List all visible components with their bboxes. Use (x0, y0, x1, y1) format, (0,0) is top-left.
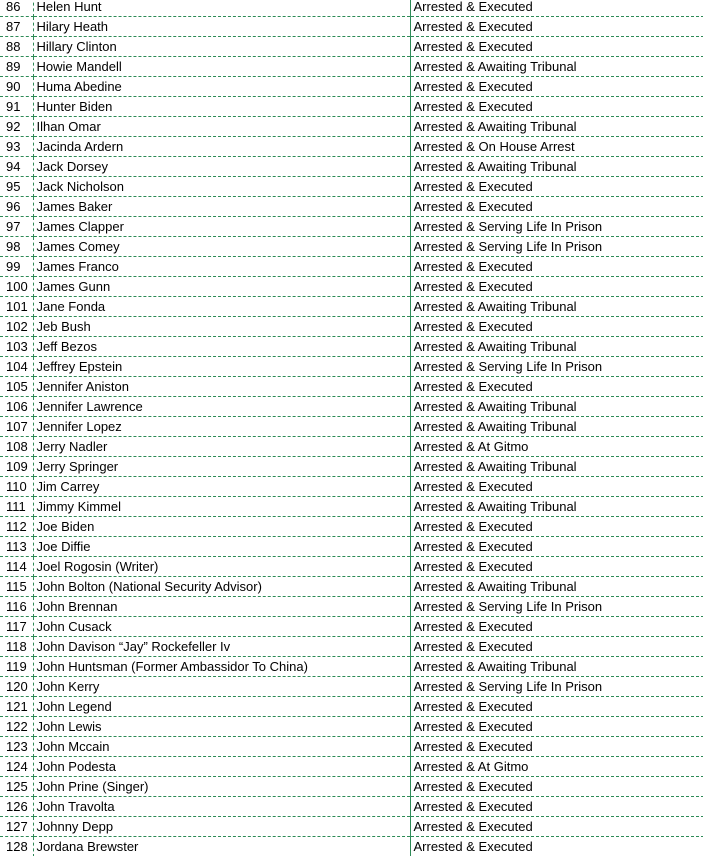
row-number-cell[interactable]: 124 (0, 757, 33, 777)
status-cell[interactable]: Arrested & Serving Life In Prison (410, 217, 703, 237)
status-cell[interactable]: Arrested & Awaiting Tribunal (410, 497, 703, 517)
name-cell[interactable]: James Clapper (33, 217, 410, 237)
name-cell[interactable]: Hunter Biden (33, 97, 410, 117)
status-cell[interactable]: Arrested & Executed (410, 17, 703, 37)
name-cell[interactable]: John Podesta (33, 757, 410, 777)
name-cell[interactable]: John Bolton (National Security Advisor) (33, 577, 410, 597)
name-cell[interactable]: John Cusack (33, 617, 410, 637)
name-cell[interactable]: Jeb Bush (33, 317, 410, 337)
row-number-cell[interactable]: 102 (0, 317, 33, 337)
row-number-cell[interactable]: 92 (0, 117, 33, 137)
name-cell[interactable]: Hilary Heath (33, 17, 410, 37)
name-cell[interactable]: John Huntsman (Former Ambassidor To China) (33, 657, 410, 677)
table-row (0, 77, 703, 97)
name-cell[interactable]: John Mccain (33, 737, 410, 757)
table-row (0, 817, 703, 837)
status-cell[interactable]: Arrested & Executed (410, 277, 703, 297)
status-cell[interactable]: Arrested & Executed (410, 197, 703, 217)
table-row (0, 237, 703, 257)
status-cell[interactable]: Arrested & Serving Life In Prison (410, 597, 703, 617)
status-cell[interactable]: Arrested & Awaiting Tribunal (410, 337, 703, 357)
table-row (0, 477, 703, 497)
name-cell[interactable]: Joe Diffie (33, 537, 410, 557)
name-cell[interactable]: Hillary Clinton (33, 37, 410, 57)
row-number-cell[interactable]: 110 (0, 477, 33, 497)
table-row (0, 377, 703, 397)
row-number-cell[interactable]: 125 (0, 777, 33, 797)
status-cell[interactable]: Arrested & Awaiting Tribunal (410, 117, 703, 137)
table-row (0, 777, 703, 797)
row-number-cell[interactable]: 98 (0, 237, 33, 257)
table-row (0, 297, 703, 317)
table-row (0, 617, 703, 637)
status-cell[interactable]: Arrested & Executed (410, 737, 703, 757)
table-row (0, 37, 703, 57)
table-row (0, 637, 703, 657)
status-cell[interactable]: Arrested & At Gitmo (410, 437, 703, 457)
status-cell[interactable]: Arrested & Executed (410, 257, 703, 277)
name-cell[interactable]: John Lewis (33, 717, 410, 737)
row-number-cell[interactable]: 113 (0, 537, 33, 557)
table-row (0, 557, 703, 577)
name-cell[interactable]: Jennifer Lopez (33, 417, 410, 437)
row-number-cell[interactable]: 115 (0, 577, 33, 597)
status-cell[interactable]: Arrested & Executed (410, 637, 703, 657)
name-cell[interactable]: Jennifer Lawrence (33, 397, 410, 417)
row-number-cell[interactable]: 100 (0, 277, 33, 297)
name-cell[interactable]: James Franco (33, 257, 410, 277)
table-row (0, 397, 703, 417)
table-row (0, 0, 703, 17)
table-row (0, 577, 703, 597)
table-row (0, 737, 703, 757)
row-number-cell[interactable]: 128 (0, 837, 33, 856)
status-cell[interactable]: Arrested & Executed (410, 317, 703, 337)
table-row (0, 437, 703, 457)
row-number-cell[interactable]: 106 (0, 397, 33, 417)
status-cell[interactable]: Arrested & Executed (410, 77, 703, 97)
status-cell[interactable]: Arrested & Executed (410, 537, 703, 557)
name-cell[interactable]: Johnny Depp (33, 817, 410, 837)
row-number-cell[interactable]: 89 (0, 57, 33, 77)
name-cell[interactable]: Ilhan Omar (33, 117, 410, 137)
name-cell[interactable]: Jacinda Ardern (33, 137, 410, 157)
name-cell[interactable]: Jimmy Kimmel (33, 497, 410, 517)
name-cell[interactable]: Jeffrey Epstein (33, 357, 410, 377)
status-cell[interactable]: Arrested & Executed (410, 477, 703, 497)
name-cell[interactable]: Joel Rogosin (Writer) (33, 557, 410, 577)
status-cell[interactable]: Arrested & Executed (410, 177, 703, 197)
status-cell[interactable]: Arrested & Awaiting Tribunal (410, 397, 703, 417)
name-cell[interactable]: Jim Carrey (33, 477, 410, 497)
name-cell[interactable]: John Kerry (33, 677, 410, 697)
row-number-cell[interactable]: 117 (0, 617, 33, 637)
table-row (0, 317, 703, 337)
table-row (0, 217, 703, 237)
table-row (0, 177, 703, 197)
row-number-cell[interactable]: 118 (0, 637, 33, 657)
table-row (0, 277, 703, 297)
row-number-cell[interactable]: 126 (0, 797, 33, 817)
status-cell[interactable]: Arrested & Executed (410, 0, 703, 17)
row-number-cell[interactable]: 93 (0, 137, 33, 157)
status-cell[interactable]: Arrested & Awaiting Tribunal (410, 457, 703, 477)
status-cell[interactable]: Arrested & Awaiting Tribunal (410, 417, 703, 437)
table-row (0, 497, 703, 517)
status-cell[interactable]: Arrested & Executed (410, 797, 703, 817)
row-number-cell[interactable]: 107 (0, 417, 33, 437)
name-cell[interactable]: Jane Fonda (33, 297, 410, 317)
row-number-cell[interactable]: 109 (0, 457, 33, 477)
row-number-cell[interactable]: 111 (0, 497, 33, 517)
table-row (0, 457, 703, 477)
status-cell[interactable]: Arrested & Awaiting Tribunal (410, 157, 703, 177)
status-cell[interactable]: Arrested & Executed (410, 97, 703, 117)
status-cell[interactable]: Arrested & Awaiting Tribunal (410, 297, 703, 317)
name-cell[interactable]: Jerry Nadler (33, 437, 410, 457)
table-row (0, 677, 703, 697)
row-number-cell[interactable]: 90 (0, 77, 33, 97)
status-cell[interactable]: Arrested & Awaiting Tribunal (410, 657, 703, 677)
name-cell[interactable]: Jeff Bezos (33, 337, 410, 357)
row-number-cell[interactable]: 116 (0, 597, 33, 617)
name-cell[interactable]: John Prine (Singer) (33, 777, 410, 797)
name-cell[interactable]: Howie Mandell (33, 57, 410, 77)
table-row (0, 137, 703, 157)
status-cell[interactable]: Arrested & Executed (410, 517, 703, 537)
row-number-cell[interactable]: 97 (0, 217, 33, 237)
status-cell[interactable]: Arrested & At Gitmo (410, 757, 703, 777)
name-cell[interactable]: Jerry Springer (33, 457, 410, 477)
name-cell[interactable]: Jack Nicholson (33, 177, 410, 197)
status-cell[interactable]: Arrested & Executed (410, 717, 703, 737)
table-row (0, 337, 703, 357)
table-row (0, 417, 703, 437)
table-row (0, 597, 703, 617)
name-cell[interactable]: Joe Biden (33, 517, 410, 537)
row-number-cell[interactable]: 99 (0, 257, 33, 277)
name-cell[interactable]: Jack Dorsey (33, 157, 410, 177)
row-number-cell[interactable]: 95 (0, 177, 33, 197)
row-number-cell[interactable]: 86 (0, 0, 33, 17)
table-row (0, 717, 703, 737)
status-cell[interactable]: Arrested & Executed (410, 777, 703, 797)
name-cell[interactable]: Huma Abedine (33, 77, 410, 97)
table-row (0, 357, 703, 377)
name-cell[interactable]: John Brennan (33, 597, 410, 617)
name-cell[interactable]: Jennifer Aniston (33, 377, 410, 397)
name-cell[interactable]: James Baker (33, 197, 410, 217)
row-number-cell[interactable]: 108 (0, 437, 33, 457)
row-number-cell[interactable]: 123 (0, 737, 33, 757)
status-cell[interactable]: Arrested & Executed (410, 37, 703, 57)
row-number-cell[interactable]: 96 (0, 197, 33, 217)
status-cell[interactable]: Arrested & Serving Life In Prison (410, 357, 703, 377)
status-cell[interactable]: Arrested & On House Arrest (410, 137, 703, 157)
table-row (0, 697, 703, 717)
status-cell[interactable]: Arrested & Awaiting Tribunal (410, 577, 703, 597)
row-number-cell[interactable]: 91 (0, 97, 33, 117)
status-cell[interactable]: Arrested & Serving Life In Prison (410, 237, 703, 257)
name-cell[interactable]: Helen Hunt (33, 0, 410, 17)
table-row (0, 117, 703, 137)
table-row (0, 97, 703, 117)
row-number-cell[interactable]: 105 (0, 377, 33, 397)
row-number-cell[interactable]: 101 (0, 297, 33, 317)
row-number-cell[interactable]: 112 (0, 517, 33, 537)
status-cell[interactable]: Arrested & Executed (410, 817, 703, 837)
status-cell[interactable]: Arrested & Executed (410, 697, 703, 717)
name-cell[interactable]: John Travolta (33, 797, 410, 817)
row-number-cell[interactable]: 114 (0, 557, 33, 577)
status-cell[interactable]: Arrested & Executed (410, 617, 703, 637)
row-number-cell[interactable]: 87 (0, 17, 33, 37)
row-number-cell[interactable]: 122 (0, 717, 33, 737)
table-row (0, 157, 703, 177)
table-row (0, 197, 703, 217)
row-number-cell[interactable]: 119 (0, 657, 33, 677)
status-cell[interactable]: Arrested & Awaiting Tribunal (410, 57, 703, 77)
table-row (0, 837, 703, 856)
table-row (0, 657, 703, 677)
table-row (0, 537, 703, 557)
table-row (0, 757, 703, 777)
row-number-cell[interactable]: 104 (0, 357, 33, 377)
name-cell[interactable]: Jordana Brewster (33, 837, 410, 856)
row-number-cell[interactable]: 103 (0, 337, 33, 357)
name-cell[interactable]: John Legend (33, 697, 410, 717)
row-number-cell[interactable]: 127 (0, 817, 33, 837)
table-row (0, 257, 703, 277)
row-number-cell[interactable]: 121 (0, 697, 33, 717)
status-cell[interactable]: Arrested & Serving Life In Prison (410, 677, 703, 697)
name-cell[interactable]: John Davison “Jay” Rockefeller Iv (33, 637, 410, 657)
table-row (0, 797, 703, 817)
table-row (0, 17, 703, 37)
name-cell[interactable]: James Comey (33, 237, 410, 257)
table-row (0, 57, 703, 77)
row-number-cell[interactable]: 94 (0, 157, 33, 177)
name-cell[interactable]: James Gunn (33, 277, 410, 297)
row-number-cell[interactable]: 120 (0, 677, 33, 697)
status-cell[interactable]: Arrested & Executed (410, 837, 703, 856)
table-row (0, 517, 703, 537)
status-cell[interactable]: Arrested & Executed (410, 557, 703, 577)
status-cell[interactable]: Arrested & Executed (410, 377, 703, 397)
row-number-cell[interactable]: 88 (0, 37, 33, 57)
